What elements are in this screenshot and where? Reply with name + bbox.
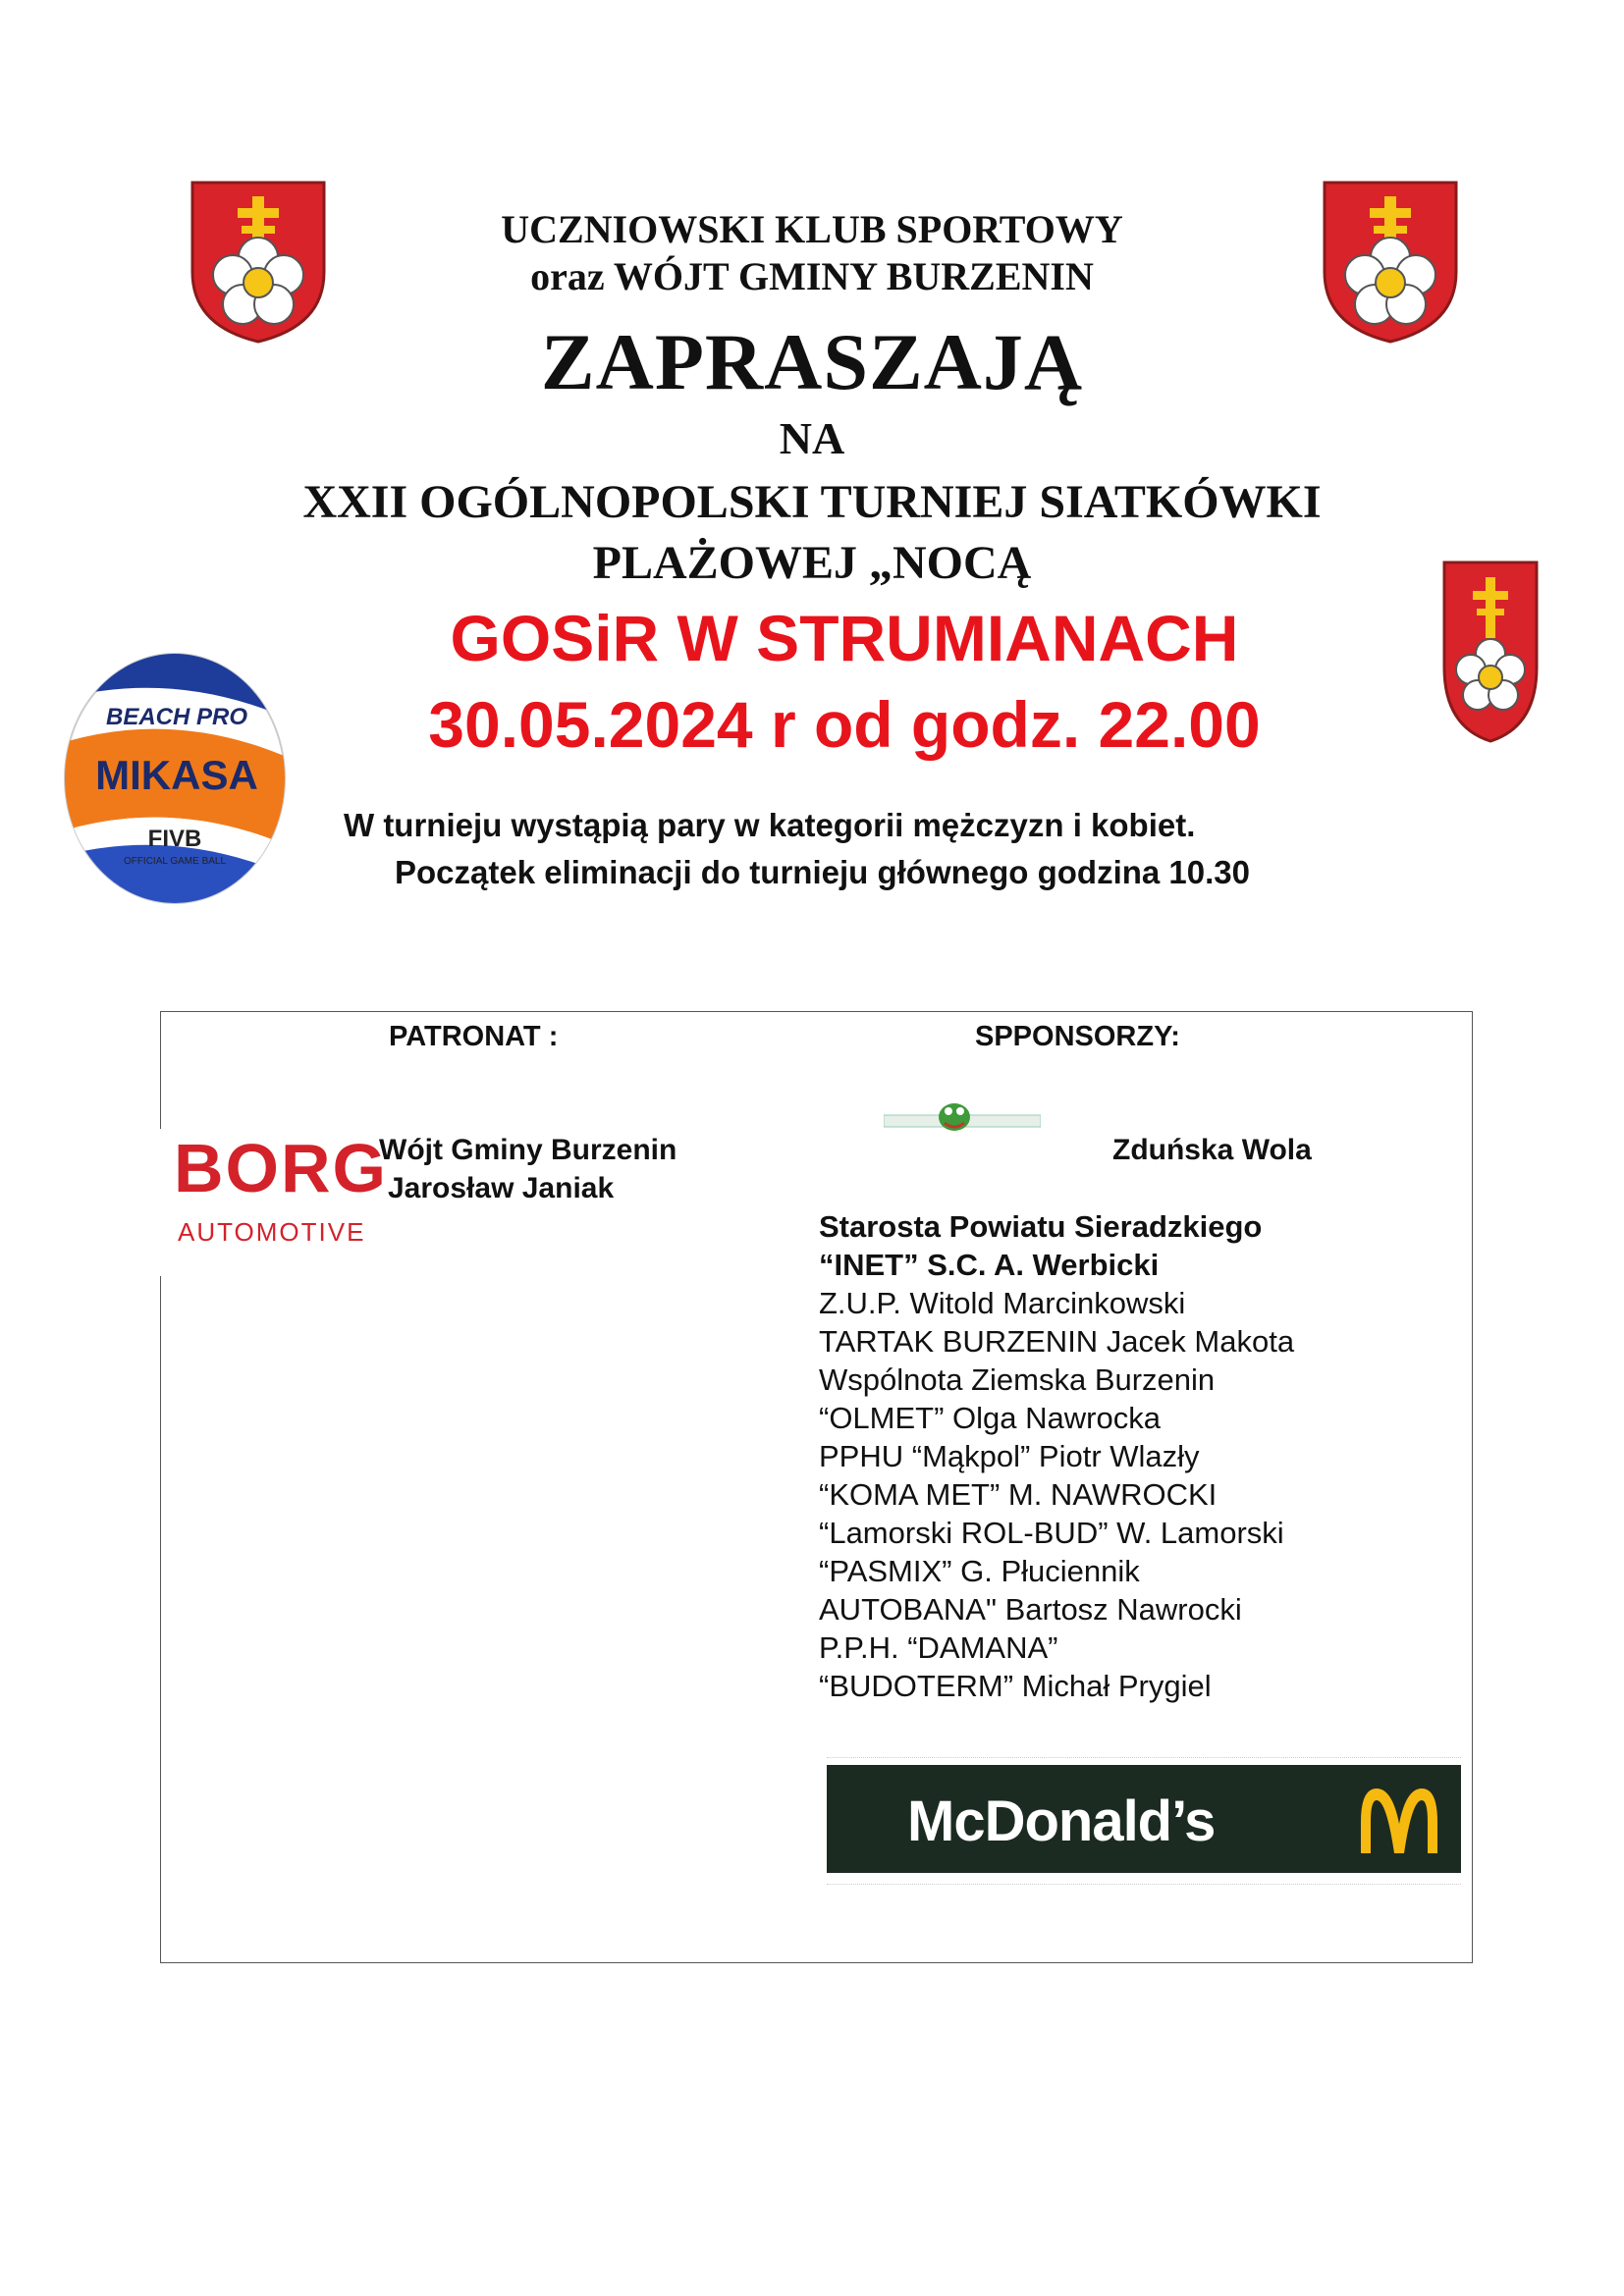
sponsor-item: “Lamorski ROL-BUD” W. Lamorski — [819, 1516, 1284, 1550]
mcdonalds-banner — [827, 1765, 1461, 1873]
organizer-line-2: oraz WÓJT GMINY BURZENIN — [530, 254, 1094, 298]
sponsor-frog-logo-icon — [884, 1099, 1041, 1139]
ball-sub2: OFFICIAL GAME BALL — [123, 856, 227, 867]
sponsor-item: “PASMIX” G. Płuciennik — [819, 1554, 1140, 1588]
organizer-line-1: UCZNIOWSKI KLUB SPORTOWY — [501, 207, 1123, 251]
sponsors-label: SPPONSORZY: — [975, 1021, 1180, 1052]
tournament-title-line-2: PLAŻOWEJ „NOCĄ — [592, 537, 1032, 589]
date-time-text: 30.05.2024 r od godz. 22.00 — [428, 688, 1261, 761]
sponsor-item: AUTOBANA" Bartosz Nawrocki — [819, 1592, 1242, 1627]
ball-brand-top: BEACH PRO — [105, 704, 248, 730]
tournament-title-line-1: XXII OGÓLNOPOLSKI TURNIEJ SIATKÓWKI — [302, 476, 1322, 528]
sponsor-item: “KOMA MET” M. NAWROCKI — [819, 1477, 1218, 1512]
venue-text: GOSiR W STRUMIANACH — [450, 602, 1239, 674]
mcdonalds-logo-text: McDonald’s — [907, 1789, 1216, 1853]
info-line-2: Początek eliminacji do turnieju głównego godzina 10.30 — [395, 854, 1251, 890]
golden-arches-icon — [1355, 1785, 1443, 1855]
patron-line-1: Wójt Gminy Burzenin — [379, 1134, 677, 1166]
borg-automotive-logo — [160, 1129, 388, 1276]
sponsor-item: P.P.H. “DAMANA” — [819, 1630, 1058, 1665]
borg-logo-text: BORG — [174, 1130, 388, 1206]
borg-logo-sub: AUTOMOTIVE — [178, 1217, 366, 1247]
sponsor-item: Wspólnota Ziemska Burzenin — [819, 1362, 1216, 1397]
ball-sub: FIVB — [147, 826, 202, 852]
sponsor-city: Zduńska Wola — [1112, 1134, 1312, 1166]
patronat-label: PATRONAT : — [389, 1021, 559, 1052]
patron-line-2: Jarosław Janiak — [388, 1172, 615, 1204]
invite-heading: ZAPRASZAJĄ — [540, 317, 1084, 406]
na-word: NA — [779, 413, 845, 463]
sponsor-item: TARTAK BURZENIN Jacek Makota — [819, 1324, 1295, 1359]
sponsor-item: “BUDOTERM” Michał Prygiel — [819, 1669, 1212, 1703]
sponsor-item: “INET” S.C. A. Werbicki — [819, 1248, 1160, 1282]
sponsor-item: “OLMET” Olga Nawrocka — [819, 1401, 1161, 1435]
sponsor-item: PPHU “Mąkpol” Piotr Wlazły — [819, 1439, 1200, 1473]
info-line-1: W turnieju wystąpią pary w kategorii mężczyzn i kobiet. — [344, 807, 1196, 843]
sponsor-item: Z.U.P. Witold Marcinkowski — [819, 1286, 1186, 1320]
sponsor-item: Starosta Powiatu Sieradzkiego — [819, 1209, 1263, 1244]
ball-brand: MIKASA — [95, 752, 258, 798]
